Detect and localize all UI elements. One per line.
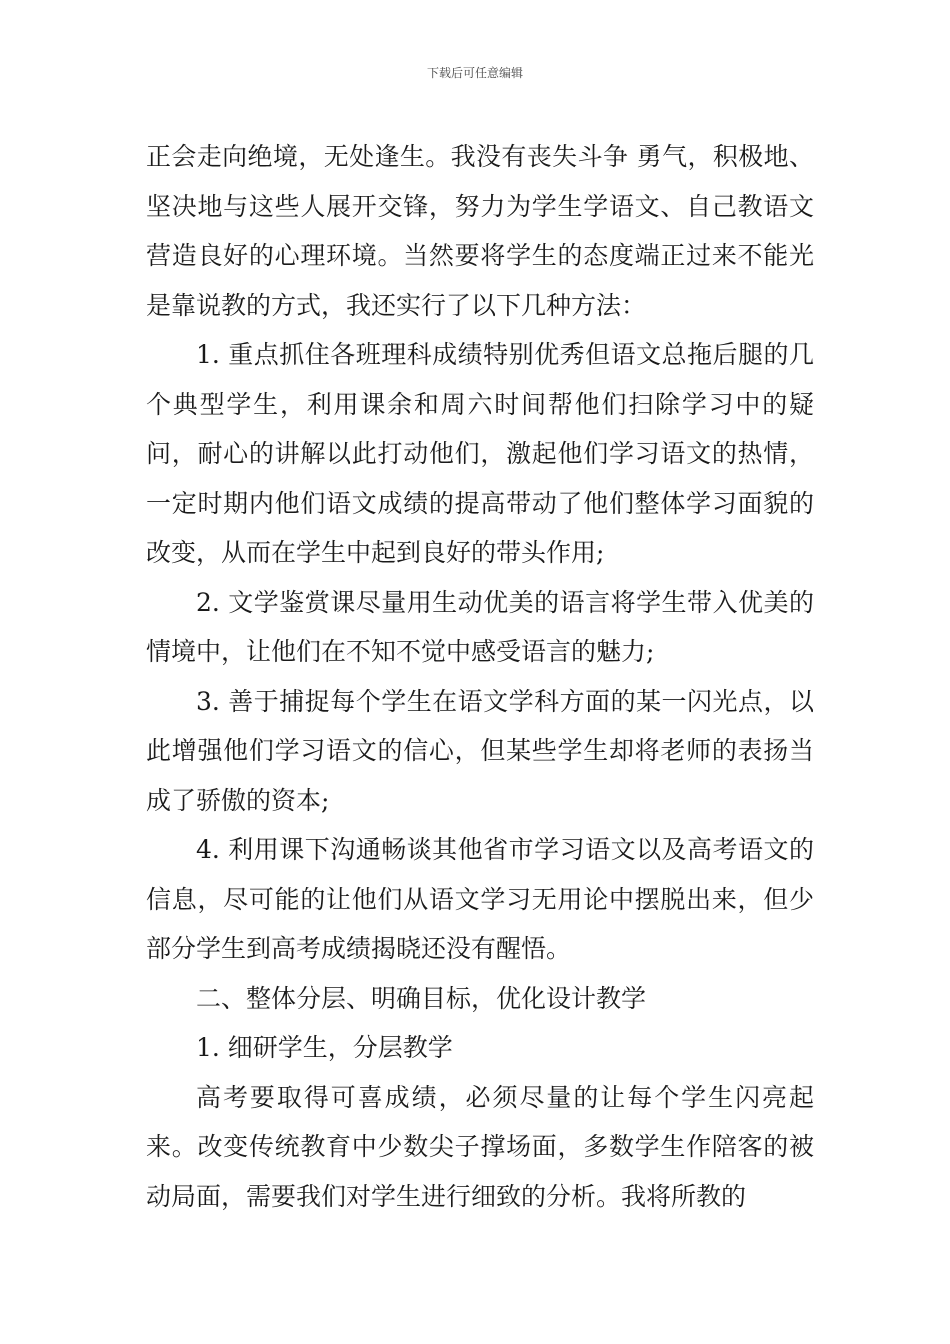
page-header: 下载后可任意编辑 bbox=[426, 66, 523, 80]
paragraph: 高考要取得可喜成绩，必须尽量的让每个学生闪亮起来。改变传统教育中少数尖子撑场面，多数学生作陪客的被动局面，需要我们对学生进行细致的分析。我将所教的 bbox=[146, 1082, 814, 1211]
list-item-1: 1. 重点抓住各班理科成绩特别优秀但语文总拖后腿的几个典型学生，利用课余和周六时间帮他们扫除学习中的疑问，耐心的讲解以此打动他们，激起他们学习语文的热情，一定时期内他们语文成绩的提高带动了他们整体学习面貌的改变，从而在学生中起到良好的带头作用; bbox=[146, 340, 814, 567]
section-heading: 二、整体分层、明确目标，优化设计教学 bbox=[196, 983, 647, 1013]
list-item-3: 3. 善于捕捉每个学生在语文学科方面的某一闪光点，以此增强他们学习语文的信心，但某些学生却将老师的表扬当成了骄傲的资本; bbox=[146, 686, 814, 815]
list-item-4: 4. 利用课下沟通畅谈其他省市学习语文以及高考语文的信息，尽可能的让他们从语文学习无用论中摆脱出来，但少部分学生到高考成绩揭晓还没有醒悟。 bbox=[146, 835, 814, 963]
subsection-heading: 1. 细研学生，分层教学 bbox=[196, 1033, 453, 1062]
paragraph-continuation: 正会走向绝境，无处逢生。我没有丧失斗争 勇气，积极地、坚决地与这些人展开交锋，努力为学生学语文、自己教语文营造良好的心理环境。当然要将学生的态度端正过来不能光是靠说教的方式，我还实行了以下几种方法： bbox=[146, 142, 814, 320]
list-item-2: 2. 文学鉴赏课尽量用生动优美的语言将学生带入优美的情境中，让他们在不知不觉中感受语言的魅力; bbox=[146, 587, 814, 666]
document-body bbox=[146, 132, 814, 1221]
